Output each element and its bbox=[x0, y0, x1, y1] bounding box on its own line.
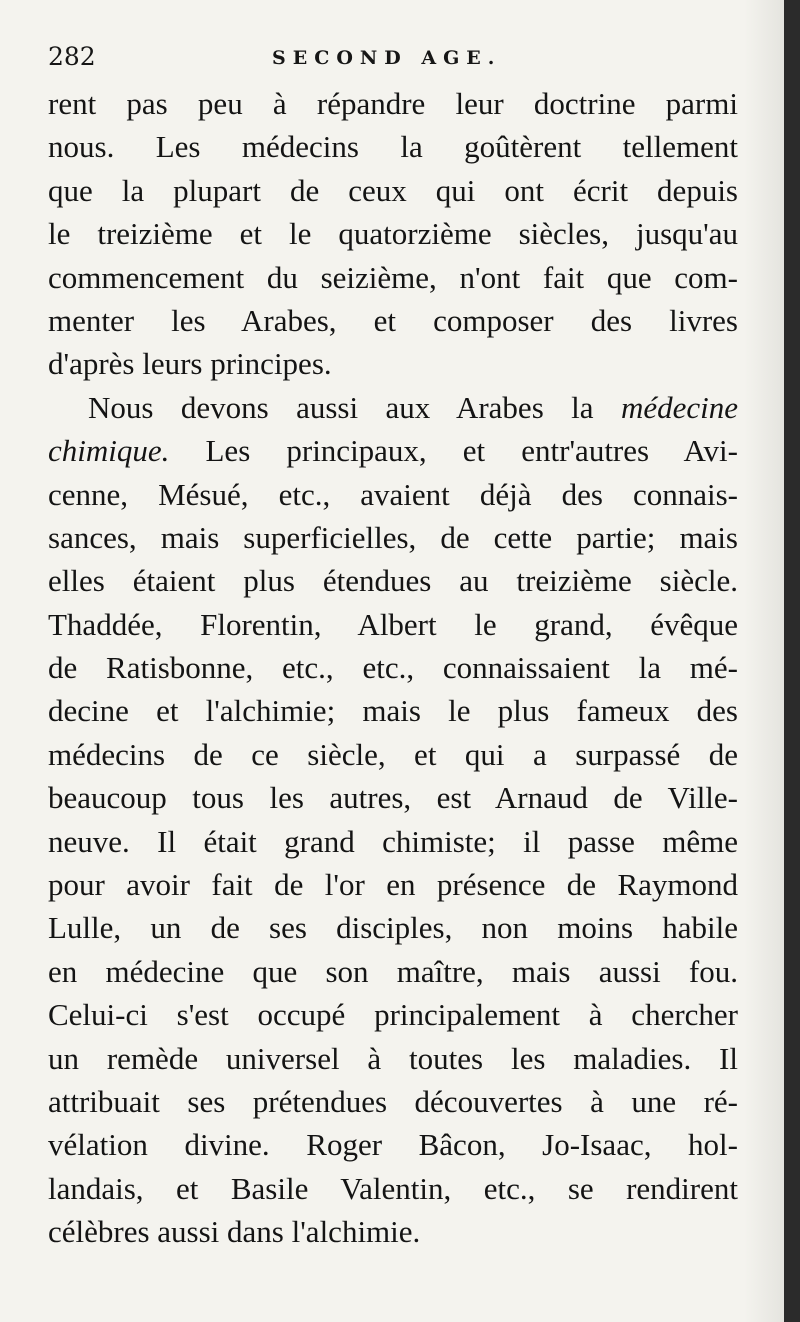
running-head bbox=[48, 40, 748, 80]
text-line bbox=[48, 429, 738, 472]
page-number: 282 bbox=[48, 42, 96, 71]
text-line: rent pas peu à répandre leur doctrine parmi bbox=[48, 86, 738, 121]
page-edge-shadow bbox=[744, 0, 784, 1322]
text-line: le treizième et le quatorzième siècles, jusqu'au bbox=[48, 216, 738, 252]
text-line: landais, et Basile Valentin, etc., se rendirent bbox=[48, 1170, 738, 1206]
text-line: un remède universel à toutes les maladies. Il bbox=[48, 1040, 738, 1076]
text-line: de Ratisbonne, etc., etc., connaissaient la mé- bbox=[48, 650, 738, 686]
text-line: en médecine que son maître, mais aussi fou. bbox=[48, 953, 738, 989]
scan-border bbox=[784, 0, 800, 1322]
text-line: cenne, Mésué, etc., avaient déjà des connais- bbox=[48, 476, 738, 512]
paragraph-first-line bbox=[48, 386, 738, 429]
text-line: médecins de ce siècle, et qui a surpassé de bbox=[48, 736, 738, 772]
text-run: Nous devons aussi aux Arabes la bbox=[88, 389, 621, 425]
running-title: SECOND AGE. bbox=[272, 47, 502, 69]
text-line: pour avoir fait de l'or en présence de Raymond bbox=[48, 867, 738, 903]
text-line: vélation divine. Roger Bâcon, Jo-Isaac, hol- bbox=[48, 1127, 738, 1163]
body-text bbox=[48, 82, 738, 1254]
italic-run: médecine bbox=[620, 389, 738, 425]
text-line: menter les Arabes, et composer des livres bbox=[48, 302, 738, 338]
text-line: d'après leurs principes. bbox=[48, 346, 332, 382]
italic-run: chimique. bbox=[48, 433, 170, 469]
text-line: attribuait ses prétendues découvertes à une ré- bbox=[48, 1083, 738, 1119]
text-line: decine et l'alchimie; mais le plus fameux des bbox=[48, 693, 738, 729]
text-line: Thaddée, Florentin, Albert le grand, évêque bbox=[48, 606, 738, 642]
text-line: elles étaient plus étendues au treizième siècle. bbox=[48, 563, 738, 599]
text-line: commencement du seizième, n'ont fait que com- bbox=[48, 259, 738, 295]
text-line: beaucoup tous les autres, est Arnaud de Ville- bbox=[48, 780, 738, 816]
text-line: célèbres aussi dans l'alchimie. bbox=[48, 1214, 421, 1250]
text-line: que la plupart de ceux qui ont écrit depuis bbox=[48, 172, 738, 208]
text-line: sances, mais superficielles, de cette partie; mais bbox=[48, 519, 738, 555]
text-line: Celui-ci s'est occupé principalement à chercher bbox=[48, 997, 738, 1033]
text-line: nous. Les médecins la goûtèrent tellement bbox=[48, 129, 738, 165]
text-line: Lulle, un de ses disciples, non moins habile bbox=[48, 910, 738, 946]
text-line: neuve. Il était grand chimiste; il passe même bbox=[48, 823, 738, 859]
text-run: Les principaux, et entr'autres Avi- bbox=[169, 433, 738, 469]
